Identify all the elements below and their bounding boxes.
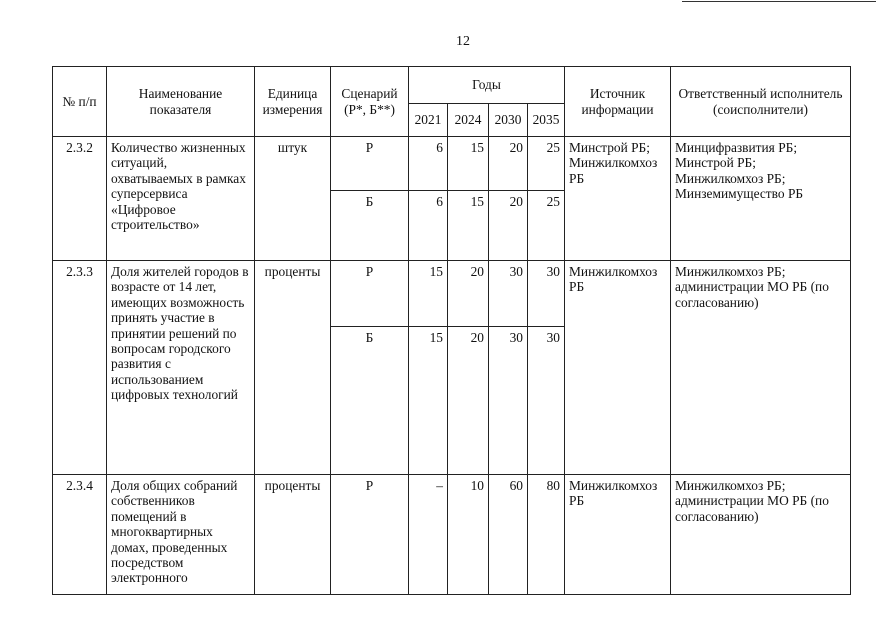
header-name: Наименование показателя xyxy=(107,67,255,137)
year-value: 20 xyxy=(448,327,489,475)
header-responsible: Ответственный исполнитель (соисполнители) xyxy=(671,67,851,137)
scenario-code: Р xyxy=(331,137,409,191)
year-value: 30 xyxy=(528,261,565,327)
header-unit: Единица измерения xyxy=(255,67,331,137)
year-value: 15 xyxy=(409,327,448,475)
row-number: 2.3.4 xyxy=(53,475,107,595)
year-value: 6 xyxy=(409,137,448,191)
indicator-name: Количество жизненных ситуаций, охватываемых в рамках суперсервиса «Цифровое строительство» xyxy=(107,137,255,261)
year-value: 25 xyxy=(528,137,565,191)
year-value: 25 xyxy=(528,191,565,261)
info-source: Минстрой РБ; Минжилкомхоз РБ xyxy=(565,137,671,261)
scenario-code: Р xyxy=(331,261,409,327)
year-value: 20 xyxy=(448,261,489,327)
header-num: № п/п xyxy=(53,67,107,137)
indicator-name: Доля общих собраний собственников помещений в многоквартирных домах, проведенных посредством электронного xyxy=(107,475,255,595)
year-value: 80 xyxy=(528,475,565,595)
year-value: 20 xyxy=(489,137,528,191)
info-source: Минжилкомхоз РБ xyxy=(565,261,671,475)
year-value: 60 xyxy=(489,475,528,595)
year-value: 30 xyxy=(489,261,528,327)
header-scenario: Сценарий (Р*, Б**) xyxy=(331,67,409,137)
table-row xyxy=(53,475,851,595)
header-year: 2024 xyxy=(448,104,489,137)
year-value: 20 xyxy=(489,191,528,261)
scenario-code: Р xyxy=(331,475,409,595)
row-number: 2.3.2 xyxy=(53,137,107,261)
header-year: 2030 xyxy=(489,104,528,137)
page-number: 12 xyxy=(456,34,470,49)
row-number: 2.3.3 xyxy=(53,261,107,475)
responsible-executor: Минжилкомхоз РБ; администрации МО РБ (по согласованию) xyxy=(671,261,851,475)
year-value: 15 xyxy=(448,137,489,191)
unit: штук xyxy=(255,137,331,261)
scenario-code: Б xyxy=(331,191,409,261)
year-value: 15 xyxy=(448,191,489,261)
scenario-code: Б xyxy=(331,327,409,475)
top-rule xyxy=(682,1,876,2)
table-row xyxy=(53,137,851,191)
year-value: 15 xyxy=(409,261,448,327)
info-source: Минжилкомхоз РБ xyxy=(565,475,671,595)
year-value: 30 xyxy=(489,327,528,475)
responsible-executor: Минжилкомхоз РБ; администрации МО РБ (по согласованию) xyxy=(671,475,851,595)
unit: проценты xyxy=(255,475,331,595)
year-value: – xyxy=(409,475,448,595)
year-value: 6 xyxy=(409,191,448,261)
header-year: 2021 xyxy=(409,104,448,137)
indicator-name: Доля жителей городов в возрасте от 14 лет, имеющих возможность принять участие в принятии решений по вопросам городского развития с использованием цифровых технологий xyxy=(107,261,255,475)
header-years-group: Годы xyxy=(409,67,565,104)
header-year: 2035 xyxy=(528,104,565,137)
table-row xyxy=(53,261,851,327)
unit: проценты xyxy=(255,261,331,475)
header-source: Источник информации xyxy=(565,67,671,137)
responsible-executor: Минцифразвития РБ; Минстрой РБ; Минжилкомхоз РБ; Минземимущество РБ xyxy=(671,137,851,261)
year-value: 10 xyxy=(448,475,489,595)
year-value: 30 xyxy=(528,327,565,475)
indicators-table xyxy=(52,66,851,595)
